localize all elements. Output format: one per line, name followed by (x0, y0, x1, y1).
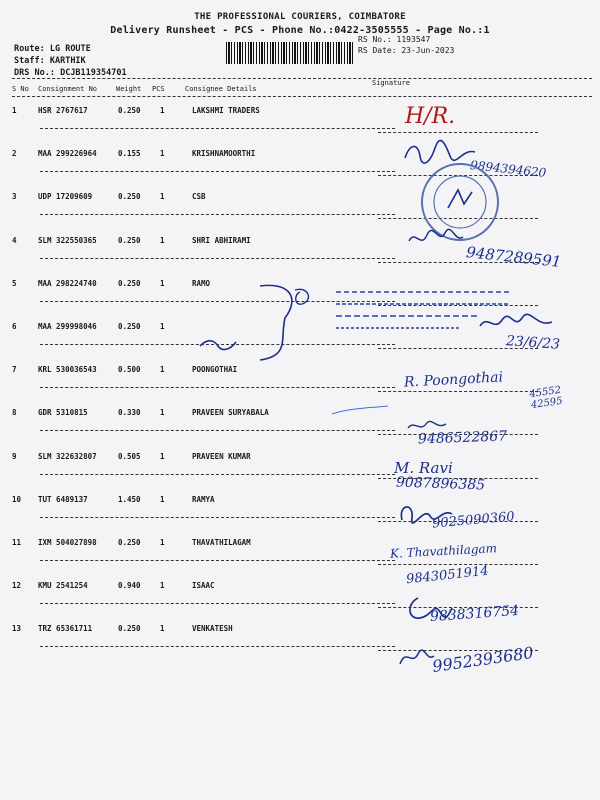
cell-sno: 2 (12, 149, 17, 158)
cell-pcs: 1 (160, 624, 165, 633)
signature-separator (378, 391, 538, 392)
signature-scribble-r5-r6 (190, 278, 340, 368)
phone-r12: 9838316754 (429, 602, 520, 626)
cell-consignment: SLM 322632807 (38, 452, 97, 461)
cell-pcs: 1 (160, 452, 165, 461)
signature-r1: H/R. (405, 104, 456, 129)
col-header-pcs: PCS (152, 85, 165, 93)
header-top-rule (12, 78, 592, 79)
row-separator (40, 560, 395, 561)
cell-consignment: SLM 322550365 (38, 236, 97, 245)
phone-r4: 9487289591 (465, 243, 563, 271)
cell-pcs: 1 (160, 192, 165, 201)
cell-consignee: VENKATESH (192, 624, 233, 633)
cell-consignment: KRL 530036543 (38, 365, 97, 374)
cell-consignment: MAA 299998046 (38, 322, 97, 331)
cell-weight: 0.250 (118, 538, 141, 547)
date-r6: 23/6/23 (505, 333, 561, 353)
cell-weight: 0.330 (118, 408, 141, 417)
cell-weight: 0.250 (118, 106, 141, 115)
cell-consignee: LAKSHMI TRADERS (192, 106, 260, 115)
row-separator (40, 387, 395, 388)
cell-pcs: 1 (160, 495, 165, 504)
cell-weight: 1.450 (118, 495, 141, 504)
phone-r9: 9087896385 (395, 474, 486, 494)
cell-weight: 0.250 (118, 279, 141, 288)
signature-r7: R. Poongothai (403, 369, 504, 391)
cell-sno: 8 (12, 408, 17, 417)
cell-sno: 3 (12, 192, 17, 201)
cell-consignment: UDP 17209609 (38, 192, 93, 201)
cell-consignment: MAA 299226964 (38, 149, 97, 158)
col-header-weight: Weight (116, 85, 142, 93)
cell-consignee: ISAAC (192, 581, 215, 590)
cell-sno: 5 (12, 279, 17, 288)
drs-line: DRS No.: DCJB119354701 (14, 68, 127, 78)
cell-sno: 12 (12, 581, 22, 590)
cell-weight: 0.250 (118, 192, 141, 201)
company-title: THE PROFESSIONAL COURIERS, COIMBATORE (194, 12, 406, 22)
cell-pcs: 1 (160, 408, 165, 417)
cell-consignee: KRISHNAMOORTHI (192, 149, 256, 158)
cell-consignee: SHRI ABHIRAMI (192, 236, 251, 245)
col-header-consignment: Consignment No (38, 85, 98, 93)
cell-sno: 4 (12, 236, 17, 245)
cell-consignee: PRAVEEN SURYABALA (192, 408, 269, 417)
pen-stroke-r8 (330, 404, 390, 418)
cell-consignment: IXM 504027898 (38, 538, 97, 547)
rs-no-line: RS No.: 1193547 (358, 35, 431, 44)
phone-r8: 9486522867 (417, 428, 508, 448)
signature-r9: M. Ravi (394, 459, 453, 477)
cell-pcs: 1 (160, 538, 165, 547)
drs-value: DCJB119354701 (60, 68, 127, 78)
route-value: LG ROUTE (49, 44, 91, 54)
signature-scribble-r6 (476, 312, 556, 336)
cell-sno: 9 (12, 452, 17, 461)
cell-consignee: CSB (192, 192, 206, 201)
cell-sno: 11 (12, 538, 22, 547)
cell-consignment: TRZ 65361711 (38, 624, 93, 633)
row-separator (40, 128, 395, 129)
route-line: Route: LG ROUTE (14, 44, 91, 54)
cell-pcs: 1 (160, 149, 165, 158)
cell-pcs: 1 (160, 106, 165, 115)
cell-weight: 0.250 (118, 624, 141, 633)
cell-weight: 0.500 (118, 365, 141, 374)
cell-consignee: RAMO (192, 279, 211, 288)
phone-r13: 9952393680 (431, 643, 535, 676)
col-header-consignee: Consignee Details (185, 85, 257, 93)
cell-consignee: PRAVEEN KUMAR (192, 452, 251, 461)
cell-consignment: MAA 298224740 (38, 279, 97, 288)
cell-pcs: 1 (160, 236, 165, 245)
cell-consignment: KMU 2541254 (38, 581, 88, 590)
cell-weight: 0.250 (118, 322, 141, 331)
signature-scribble-r4 (405, 225, 465, 253)
cell-pcs: 1 (160, 322, 165, 331)
rs-date-line: RS Date: 23-Jun-2023 (358, 46, 455, 55)
runsheet-subtitle: Delivery Runsheet - PCS - Phone No.:0422-3505555 - Page No.:1 (110, 25, 490, 36)
phone-r10: 9025090360 (431, 509, 516, 532)
cell-weight: 0.940 (118, 581, 141, 590)
phone-r11: 9843051914 (405, 563, 490, 588)
phone-r2: 9894394620 (469, 158, 547, 180)
cell-consignee: THAVATHILAGAM (192, 538, 251, 547)
cell-consignment: HSR 2767617 (38, 106, 88, 115)
cell-pcs: 1 (160, 279, 165, 288)
row-separator (40, 258, 395, 259)
barcode-image (226, 42, 354, 64)
cell-consignment: GDR 5310815 (38, 408, 88, 417)
row-separator (40, 517, 395, 518)
cell-sno: 6 (12, 322, 17, 331)
col-header-signature: Signature (372, 79, 410, 87)
cell-sno: 7 (12, 365, 17, 374)
row-separator (40, 171, 395, 172)
cell-consignee: RAMYA (192, 495, 215, 504)
cell-sno: 10 (12, 495, 22, 504)
row-separator (40, 603, 395, 604)
rs-no-value: 1193547 (396, 35, 431, 44)
cell-weight: 0.505 (118, 452, 141, 461)
signature-r11: K. Thavathilagam (389, 541, 498, 561)
cell-sno: 1 (12, 106, 17, 115)
staff-line: Staff: KARTHIK (14, 56, 86, 66)
cell-consignee: POONGOTHAI (192, 365, 238, 374)
staff-value: KARTHIK (49, 56, 86, 66)
row-separator (40, 430, 395, 431)
cell-sno: 13 (12, 624, 22, 633)
signature-separator (378, 564, 538, 565)
row-separator (40, 214, 395, 215)
signature-scribble-r13 (396, 646, 436, 670)
cell-weight: 0.155 (118, 149, 141, 158)
cell-weight: 0.250 (118, 236, 141, 245)
rs-date-value: 23-Jun-2023 (401, 46, 455, 55)
cell-pcs: 1 (160, 365, 165, 374)
number-r7: 45552 42595 (528, 384, 564, 412)
cell-pcs: 1 (160, 581, 165, 590)
cell-consignment: TUT 6489137 (38, 495, 88, 504)
signature-separator (378, 132, 538, 133)
row-separator (40, 646, 395, 647)
header-bottom-rule (12, 96, 592, 97)
row-separator (40, 474, 395, 475)
col-header-sno: S No (12, 85, 29, 93)
